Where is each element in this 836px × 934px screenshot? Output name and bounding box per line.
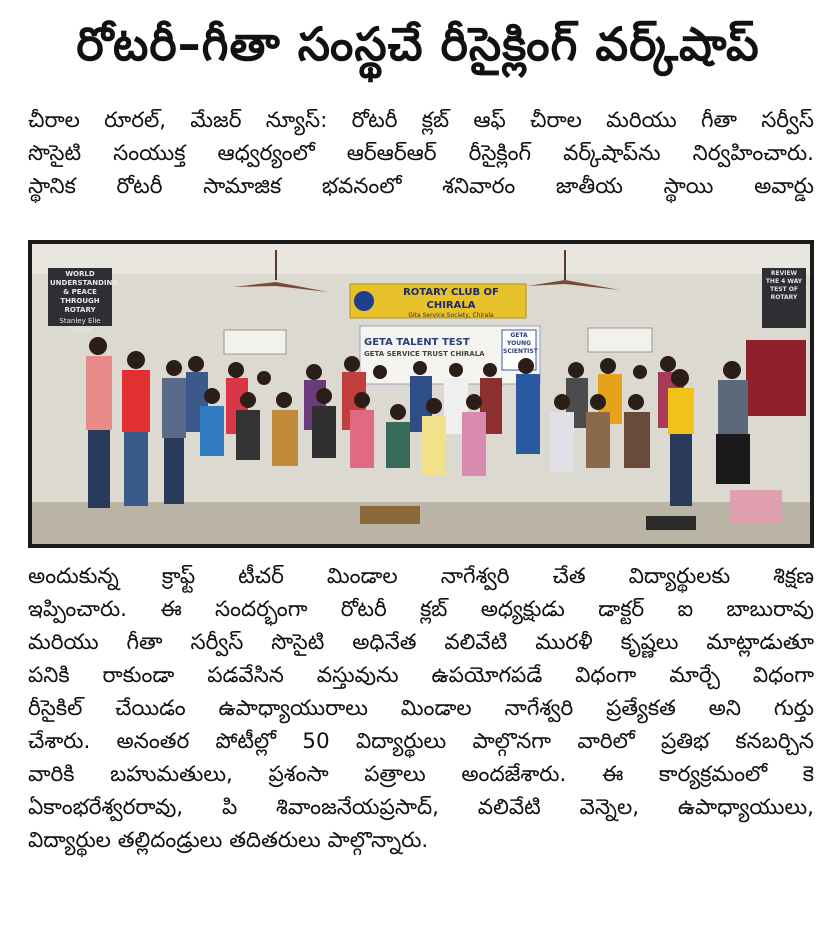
right-notice-board xyxy=(762,268,806,328)
sign-title: GETA TALENT TEST xyxy=(364,337,470,348)
intro-line: చీరాల రూరల్, మేజర్ న్యూస్: రోటరీ క్లబ్ ఆఫ్ చీరాల మరియు గీతా సర్వీస్ xyxy=(28,108,814,133)
body-line: చేశారు. అనంతర పోటీల్లో 50 విద్యార్థులు పాల్గొనగా వారిలో ప్రతిభ కనబర్చిన xyxy=(28,729,814,754)
body-line: రీసైకిల్ చేయిడం ఉపాధ్యాయురాలు మిండాల నాగేశ్వరి ప్రత్యేకత అని గుర్తు xyxy=(28,696,814,721)
window-right xyxy=(588,328,652,352)
group-photo-illustration xyxy=(28,240,814,548)
intro-line: సొసైటి సంయుక్త ఆధ్వర్యంలో ఆర్ఆర్ఆర్ రీసైక్లింగ్ వర్క్‌షాప్‌ను నిర్వహించారు. xyxy=(28,141,814,166)
body-line: విద్యార్థుల తల్లిదండ్రులు తదితరులు పాల్గొన్నారు. xyxy=(28,828,429,853)
window-left xyxy=(224,330,286,354)
cardboard-box xyxy=(360,506,420,524)
intro-paragraph xyxy=(28,104,814,203)
gift-bags xyxy=(730,490,782,524)
right-poster xyxy=(746,340,806,416)
body-line: అందుకున్న క్రాఫ్ట్ టీచర్ మిండాల నాగేశ్వరి చేత విద్యార్థులకు శిక్షణ xyxy=(28,564,814,589)
rotary-banner xyxy=(350,284,526,318)
body-line: మరియు గీతా సర్వీస్ సొసైటి అధినేత వలివేటి మురళీ కృష్ణలు మాట్లాడుతూ xyxy=(28,630,814,655)
banner-subtitle: Gita Service Society, Chirala xyxy=(408,312,494,319)
body-line: వారికి బహుమతులు, ప్రశంసా పత్రాలు అందజేశారు. ఈ కార్యక్రమంలో కె xyxy=(28,762,814,787)
banner-title: ROTARY CLUB OF CHIRALA xyxy=(403,287,499,311)
headline: రోటరీ–గీతా సంస్థచే రీసైక్లింగ్ వర్క్‌షాప్ xyxy=(76,17,760,71)
news-photo xyxy=(28,240,814,548)
speaker-equipment xyxy=(646,516,696,530)
badge-text: GETA YOUNG SCIENTIST xyxy=(503,332,538,355)
intro-line: స్థానిక రోటరీ సామాజిక భవనంలో శనివారం జాతీయ స్థాయి అవార్డు xyxy=(28,174,814,199)
body-line: ఏకాంభరేశ్వరరావు, పి శివాంజనేయప్రసాద్, వలివేటి వెన్నెల, ఉపాధ్యాయులు, xyxy=(28,795,814,820)
body-paragraph xyxy=(28,560,814,857)
adult-man xyxy=(86,356,112,430)
sign-subtitle: GETA SERVICE TRUST CHIRALA xyxy=(364,350,485,358)
right-board-text: REVIEW THE 4 WAY TEST OF ROTARY xyxy=(765,270,803,301)
left-board-text: WORLD UNDERSTANDING & PEACE THROUGH ROTARY xyxy=(50,270,119,314)
body-line: పనికి రాకుండా పడవేసిన వస్తువును ఉపయోగపడే విధంగా మార్చే విధంగా xyxy=(28,663,814,688)
left-board-subtext: Stanley Elie Calleys xyxy=(59,317,101,334)
body-line: ఇప్పించారు. ఈ సందర్భంగా రోటరీ క్లబ్ అధ్యక్షుడు డాక్టర్ ఐ బాబురావు xyxy=(28,597,814,622)
ceiling xyxy=(32,244,810,274)
left-notice-board xyxy=(48,268,119,334)
talent-test-sign xyxy=(360,326,540,384)
